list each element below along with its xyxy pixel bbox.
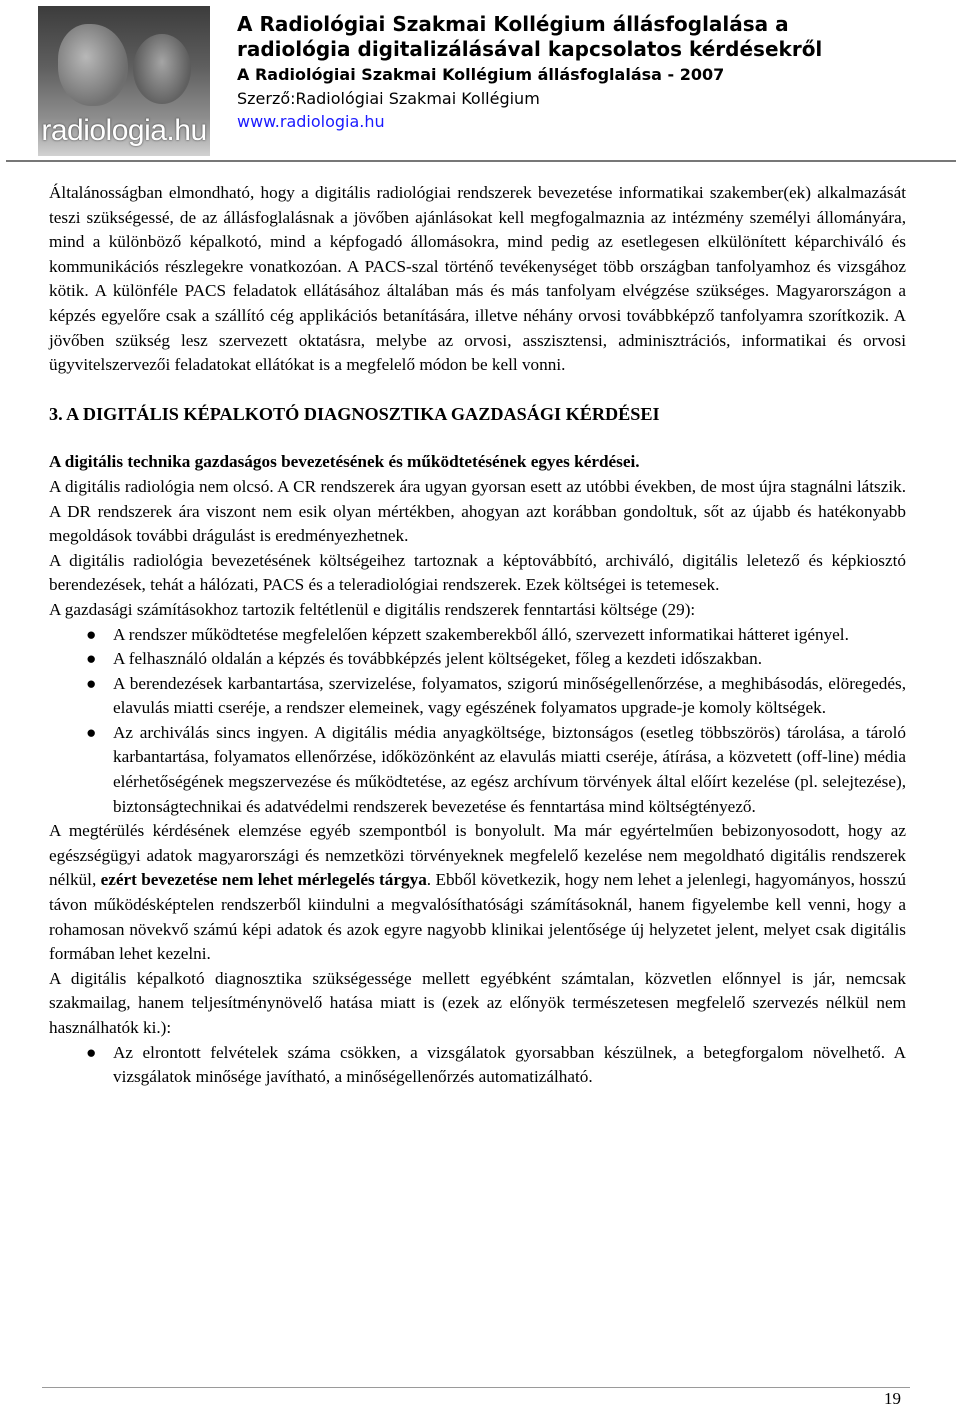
emphasis-text: ezért bevezetése nem lehet mérlegelés tárgya: [100, 870, 427, 890]
list-item: ● Az elrontott felvételek száma csökken, a vizsgálatok gyorsabban készülnek, a betegforgalom növelhető. A vizsgálatok minősége javítható, a minőségellenőrzés automatizálható.: [86, 1042, 906, 1087]
logo-image-shape: [133, 34, 191, 104]
bullet-icon: ●: [86, 673, 97, 693]
document-titles: [237, 12, 957, 133]
maintenance-cost-list: [49, 623, 906, 820]
list-item: ● A felhasználó oldalán a képzés és továbbképzés jelent költségeket, főleg a kezdeti időszakban.: [49, 647, 906, 672]
document-subtitle: A Radiológiai Szakmai Kollégium állásfoglalása - 2007: [237, 65, 725, 84]
paragraph-staffing: Általánosságban elmondható, hogy a digitális radiológiai rendszerek bevezetése informatikai szakember(ek) alkalmazását teszi szükségessé, de az állásfoglalásnak a jövőben ajánlásokat kell megfogalmaznia az intézmény személyi állományára, mind a különböző képalkotó, mind a képfogadó állomásokra, mind pedig az esetlegesen elkülönített képarchiváló és kommunikációs részlegekre vonatkozóan. A PACS-szal történő tevékenységet több országban tanfolyamhoz és vizsgához kötik. A különféle PACS feladatok ellátásához általában más és más tanfolyam elvégzése szükséges. Magyarországon a képzés egyelőre csak a szállító cég applikációs betanítására, illetve néhány orvosi továbbképző tanfolyamra szorítkozik. A jövőben szükség lesz szervezett oktatásra, melybe az orvosi, asszisztensi, adminisztrációs, informatikai és orvosi ügyvitelszervezői feladatokat ellátókat is a megfelelő módon be kell vonni.: [49, 183, 906, 375]
bullet-icon: ●: [86, 649, 97, 669]
paragraph-cost: A digitális radiológia nem olcsó. A CR rendszerek ára ugyan gyorsan esett az utóbbi években, de most újra stagnálni látszik. A DR rendszerek ára viszont nem esik olyan mértékben, ahogyan azt korábban gondoltuk, sőt az újabb és hatékonyabb megoldások további drágulást is eredményezhetnek.: [49, 476, 906, 546]
paragraph-advantages: A digitális képalkotó diagnosztika szükségessége mellett egyébként számtalan, közvetlen előnnyel is jár, nemcsak szakmailag, hanem teljesítménynövelő hatása miatt is (ezek az előnyök természetesen megfelelő szervezés nélkül nem használhatók ki.):: [49, 968, 906, 1037]
header-divider: [6, 160, 956, 162]
bullet-icon: ●: [86, 722, 97, 742]
logo-text: radiologia.hu: [41, 114, 207, 147]
document-author: Szerző:Radiológiai Szakmai Kollégium: [237, 89, 540, 108]
section-subheading: A digitális technika gazdaságos bevezetésének és működtetésének egyes kérdései.: [49, 452, 640, 472]
document-title-line1: A Radiológiai Szakmai Kollégium állásfoglalása a: [237, 12, 789, 36]
paragraph-return-on-investment: A megtérülés kérdésének elemzése egyéb szempontból is bonyolult. Ma már egyértelműen bebizonyosodott, hogy az egészségügyi adatok magyarországi és nemzetközi törvényeknek megfelelő kezelése nem megoldható digitális rendszerek nélkül, ezért bevezetése nem lehet mérlegelés tárgya. Ebből következik, hogy nem lehet a jelenlegi, hagyományos, hosszú távon működésképtelen rendszerből kiindulni a megvalósíthatósági számításoknál, hanem figyelembe kell venni, hogy a rohamosan növekvő számú képi adatok és azok egyre nagyobb klinikai jelentősége új helyzetet jelent, melyet csak digitális formában lehet kezelni.: [49, 821, 907, 964]
list-item: ● Az archiválás sincs ingyen. A digitális média anyagköltsége, biztonságos (esetleg többszörös) tárolása, a tároló karbantartása, folyamatos ellenőrzése, időközönként az elavulás miatti cseréje, átírása, a közvetett (off-line) média elérhetőségének megszervezése és működtetése, az egész archívum törvények által előírt kezelése (pl. selejtezése), biztonságtechnikai és adatvédelmi rendszerek bevezetése és fenntartása mind költségtényező.: [86, 722, 906, 816]
list-item: ● A berendezések karbantartása, szervizelése, folyamatos, szigorú minőségellenőrzése, a meghibásodás, elöregedés, elavulás miatti cseréje, a rendszer elemeinek, vagy egészének folyamatos upgrade-je komoly költségek.: [86, 673, 906, 718]
page-body: [49, 181, 906, 1090]
section-heading: 3. A DIGITÁLIS KÉPALKOTÓ DIAGNOSZTIKA GAZDASÁGI KÉRDÉSEI: [49, 403, 660, 424]
paragraph-introduction-costs: A digitális radiológia bevezetésének költségeihez tartoznak a képtovábbító, archiváló, digitális leletező és képkiosztó berendezések, tehát a hálózati, PACS és a teleradiológiai rendszerek. Ezek költségei is tetemesek.: [49, 550, 906, 595]
bullet-icon: ●: [86, 624, 97, 644]
bullet-icon: ●: [86, 1042, 97, 1062]
page-number: 19: [884, 1389, 901, 1408]
footer-divider: [42, 1387, 910, 1388]
website-link[interactable]: www.radiologia.hu: [237, 112, 385, 131]
radiologia-logo[interactable]: [38, 6, 210, 156]
list-item: ● A rendszer működtetése megfelelően képzett szakemberekből álló, szervezett informatikai hátteret igényel.: [49, 623, 906, 648]
logo-image-shape: [58, 24, 128, 106]
page-header: [0, 0, 960, 162]
document-title-line2: radiológia digitalizálásával kapcsolatos kérdésekről: [237, 37, 823, 61]
paragraph-maintenance-intro: A gazdasági számításokhoz tartozik feltétlenül e digitális rendszerek fenntartási költsége (29):: [49, 599, 696, 619]
advantages-list: [49, 1041, 906, 1090]
